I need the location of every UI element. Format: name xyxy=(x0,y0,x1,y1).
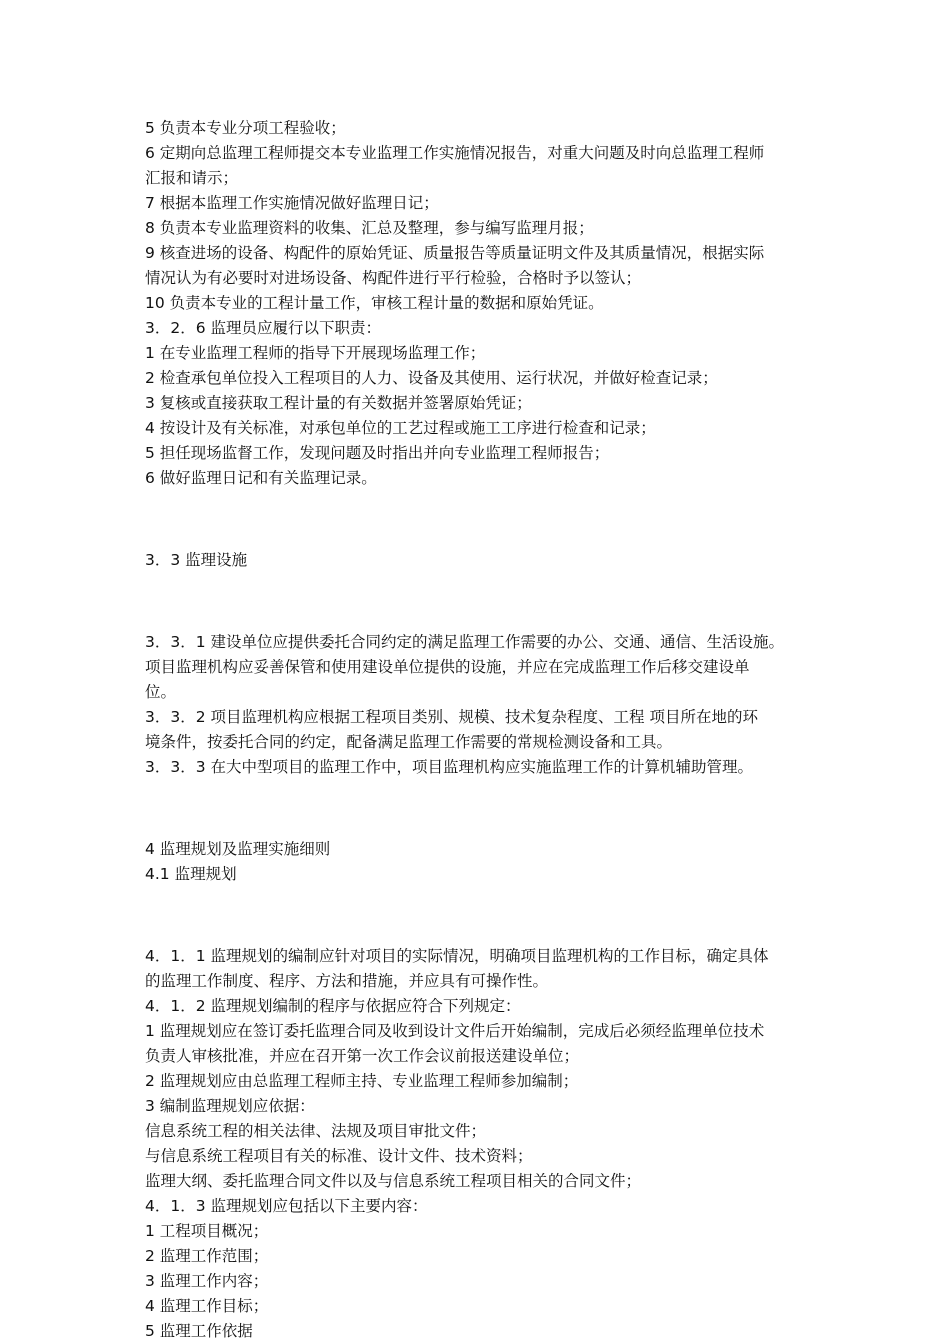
text-line: 5 负责本专业分项工程验收； xyxy=(145,119,346,137)
text-line: 1 在专业监理工程师的指导下开展现场监理工作； xyxy=(145,344,486,362)
text-line: 负责人审核批准，并应在召开第一次工作会议前报送建设单位； xyxy=(145,1047,580,1065)
text-line: 2 检查承包单位投入工程项目的人力、设备及其使用、运行状况，并做好检查记录； xyxy=(145,369,718,387)
text-line: 3 编制监理规划应依据： xyxy=(145,1097,315,1115)
text-line: 7 根据本监理工作实施情况做好监理日记； xyxy=(145,194,439,212)
text-line: 3．3．1 建设单位应提供委托合同约定的满足监理工作需要的办公、交通、通信、生活设施。 xyxy=(145,633,785,651)
text-line: 8 负责本专业监理资料的收集、汇总及整理，参与编写监理月报； xyxy=(145,219,594,237)
text-line: 4 监理规划及监理实施细则 xyxy=(145,840,331,858)
text-line: 位。 xyxy=(145,683,177,701)
text-line: 与信息系统工程项目有关的标准、设计文件、技术资料； xyxy=(145,1147,533,1165)
text-line: 境条件，按委托合同的约定，配备满足监理工作需要的常规检测设备和工具。 xyxy=(145,733,673,751)
text-line: 3．3 监理设施 xyxy=(145,551,248,569)
text-line: 4．1．3 监理规划应包括以下主要内容： xyxy=(145,1197,428,1215)
blank-line xyxy=(145,903,830,928)
text-line: 情况认为有必要时对进场设备、构配件进行平行检验，合格时予以签认； xyxy=(145,269,642,287)
text-line: 3．2．6 监理员应履行以下职责： xyxy=(145,319,382,337)
text-line: 1 监理规划应在签订委托监理合同及收到设计文件后开始编制，完成后必须经监理单位技术 xyxy=(145,1022,765,1040)
text-line: 6 做好监理日记和有关监理记录。 xyxy=(145,469,377,487)
text-line: 3．3．2 项目监理机构应根据工程项目类别、规模、技术复杂程度、工程 项目所在地的环 xyxy=(145,708,758,726)
text-line: 1 工程项目概况； xyxy=(145,1222,269,1240)
text-line: 4 监理工作目标； xyxy=(145,1297,269,1315)
text-line: 2 监理规划应由总监理工程师主持、专业监理工程师参加编制； xyxy=(145,1072,579,1090)
blank-line xyxy=(145,589,830,614)
text-line: 的监理工作制度、程序、方法和措施，并应具有可操作性。 xyxy=(145,972,549,990)
text-line: 3 监理工作内容； xyxy=(145,1272,269,1290)
text-line: 信息系统工程的相关法律、法规及项目审批文件； xyxy=(145,1122,487,1140)
text-line: 4 按设计及有关标准，对承包单位的工艺过程或施工工序进行检查和记录； xyxy=(145,419,656,437)
text-line: 监理大纲、委托监理合同文件以及与信息系统工程项目相关的合同文件； xyxy=(145,1172,642,1190)
text-line: 4．1．2 监理规划编制的程序与依据应符合下列规定： xyxy=(145,997,521,1015)
text-line: 2 监理工作范围； xyxy=(145,1247,269,1265)
text-line: 6 定期向总监理工程师提交本专业监理工作实施情况报告，对重大问题及时向总监理工程师 xyxy=(145,144,765,162)
text-line: 5 担任现场监督工作，发现问题及时指出并向专业监理工程师报告； xyxy=(145,444,610,462)
text-line: 5 监理工作依据 xyxy=(145,1322,253,1340)
text-line: 汇报和请示； xyxy=(145,169,239,187)
text-line: 3 复核或直接获取工程计量的有关数据并签署原始凭证； xyxy=(145,394,532,412)
text-line: 项目监理机构应妥善保管和使用建设单位提供的设施，并应在完成监理工作后移交建设单 xyxy=(145,658,750,676)
text-line: 10 负责本专业的工程计量工作，审核工程计量的数据和原始凭证。 xyxy=(145,294,604,312)
text-line: 3．3．3 在大中型项目的监理工作中，项目监理机构应实施监理工作的计算机辅助管理。 xyxy=(145,758,754,776)
blank-line xyxy=(145,507,830,532)
text-line: 9 核查进场的设备、构配件的原始凭证、质量报告等质量证明文件及其质量情况，根据实际 xyxy=(145,244,765,262)
text-line: 4．1．1 监理规划的编制应针对项目的实际情况，明确项目监理机构的工作目标，确定具体 xyxy=(145,947,769,965)
text-line: 4.1 监理规划 xyxy=(145,865,237,883)
blank-line xyxy=(145,796,830,821)
